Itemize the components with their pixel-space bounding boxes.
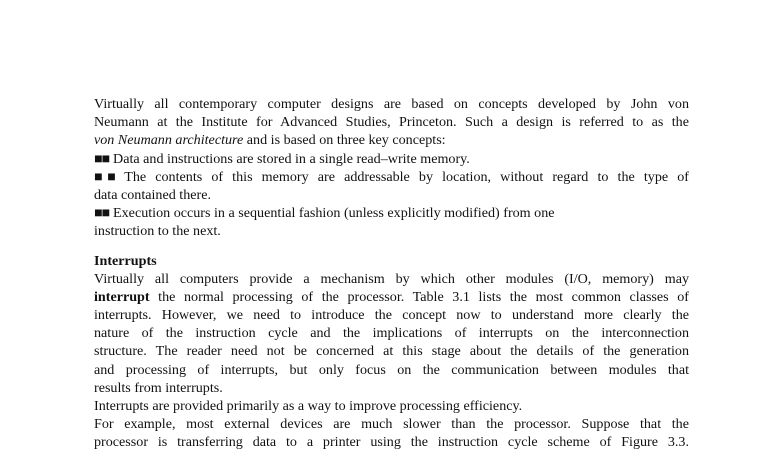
interrupts-p1-line-7: results from interrupts. (94, 379, 223, 396)
bullet-item-2-cont: data contained there. (94, 186, 211, 203)
interrupt-term: interrupt (94, 288, 150, 305)
bullet-item-2-text: The contents of this memory are addressable by location, without regard to the type of (124, 168, 689, 185)
bullet-square-icon: ■■ (94, 150, 110, 167)
interrupts-p2: Interrupts are provided primarily as a way to improve processing efficiency. (94, 398, 523, 414)
bullet-item-1-text: Data and instructions are stored in a single read–write memory. (113, 150, 470, 167)
bullet-item-3-cont: instruction to the next. (94, 223, 221, 240)
interrupts-p1-line-5: structure. The reader need not be concerned at this stage about the details of the generation (94, 343, 689, 360)
intro-line-2: Neumann at the Institute for Advanced Studies, Princeton. Such a design is referred to as the (94, 114, 689, 131)
von-neumann-architecture-term: von Neumann architecture (94, 132, 244, 149)
interrupts-p1-line-1: Virtually all computers provide a mechanism by which other modules (I/O, memory) may (94, 270, 689, 287)
bullet-square-icon: ■■ (94, 205, 110, 222)
intro-line-3-rest: and is based on three key concepts: (243, 132, 446, 149)
interrupts-p1-line-2 (94, 288, 689, 306)
intro-line-3 (94, 131, 689, 149)
section-heading-interrupts: Interrupts (94, 252, 157, 269)
bullet-item-2 (94, 168, 689, 186)
bullet-square-icon: ■■ (94, 168, 121, 185)
interrupts-p1-line-4: nature of the instruction cycle and the implications of interrupts on the interconnection (94, 325, 689, 342)
interrupts-p1-line-6: and processing of interrupts, but only focus on the communication between modules that (94, 361, 689, 378)
bullet-item-1 (94, 150, 689, 168)
interrupts-p1-line-3: interrupts. However, we need to introduce the concept now to understand more clearly the (94, 307, 689, 324)
intro-line-1: Virtually all contemporary computer designs are based on concepts developed by John von (94, 96, 689, 112)
interrupts-p3-line-1: For example, most external devices are much slower than the processor. Suppose that the (94, 416, 689, 433)
document-body (94, 95, 689, 452)
interrupts-p3-line-2: processor is transferring data to a printer using the instruction cycle scheme of Figure 3.3. (94, 434, 689, 451)
interrupts-p1-line-2-rest: the normal processing of the processor. Table 3.1 lists the most common classes of (149, 288, 689, 305)
bullet-item-3 (94, 204, 689, 222)
bullet-item-3-text: Execution occurs in a sequential fashion (unless explicitly modified) from one (113, 205, 555, 222)
